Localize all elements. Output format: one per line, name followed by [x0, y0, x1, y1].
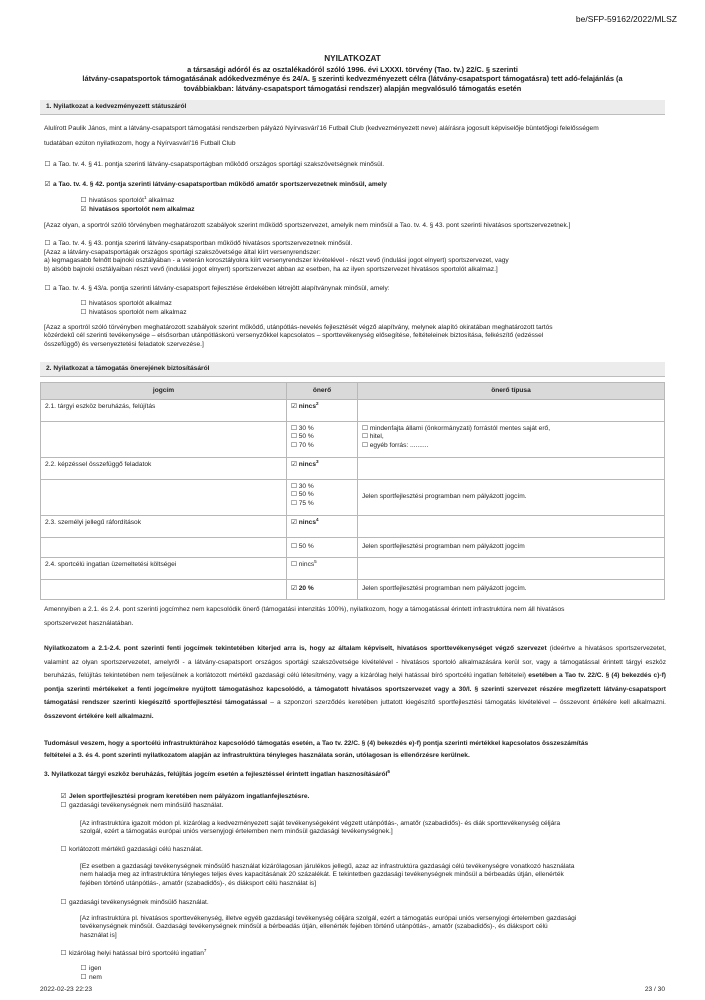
table-row	[41, 400, 665, 422]
checkbox[interactable]: ☐	[80, 309, 87, 316]
footnote-ref: 4	[316, 516, 319, 522]
type-cell	[358, 516, 665, 538]
note-line: közérdekű cél szerinti tevékenysége – elsősorban utánpótláskorú versenyzőkkel kapcsolatos – sporttevékenység elősegítése, feltételeinek biztosítása, felkészítő (edzéssel	[44, 332, 544, 340]
property-option-1[interactable]	[60, 793, 660, 801]
footnote-ref: 3	[316, 458, 319, 464]
column-header-jogcim: jogcím	[41, 383, 287, 400]
option-label: gazdasági tevékenységnek minősülő használat.	[69, 899, 209, 906]
section-3-heading	[44, 768, 664, 779]
checkbox[interactable]: ☐	[44, 240, 51, 247]
acknowledgement-line: Tudomásul veszem, hogy a sportcélú infrastruktúrához kapcsolódó támogatás esetén, a Tao tv. 22/C. § (4) bekezdés e)-f) pontja szerinti mértékkel kapcsolatos összeszámítás	[44, 740, 589, 747]
own-contribution-table	[40, 382, 665, 600]
table-header-row	[41, 383, 665, 400]
status-option-4[interactable]	[44, 285, 664, 293]
intro-line-2: tudatában ezúton nyilatkozom, hogy a Nyírvasvári'16 Futball Club	[44, 140, 236, 148]
property-option-5-sub-2[interactable]	[80, 974, 660, 982]
checkbox[interactable]: ☐	[60, 846, 67, 853]
jogcim-cell	[41, 538, 287, 558]
jogcim-cell: 2.2. képzéssel összefüggő feladatok	[41, 458, 287, 480]
checkbox[interactable]: ☑	[44, 181, 51, 188]
status-option-2-sub-1[interactable]	[80, 194, 660, 205]
nincs-label: nincs	[298, 519, 316, 526]
note-line: tevékenységnek minősül. Gazdasági tevékenységnek minősül a bérbeadás útján, ellenérték fejében történő utánpótlás-, amatőr (szabadidős)-, és diáksport célú	[80, 923, 548, 931]
checkbox[interactable]: ☐	[60, 899, 67, 906]
option-label: hivatásos sportolót alkalmaz	[89, 300, 172, 307]
declaration-title	[40, 54, 665, 94]
status-note-3	[44, 249, 664, 274]
type-cell	[358, 458, 665, 480]
option-label: hivatásos sportolót nem alkalmaz	[89, 206, 195, 213]
declaration-bold-text: esetében a Tao tv. 22/C. § (4) bekezdés c)-f) pontja szerinti mértékeket a fenti jogcímekre nyújtott támogatáshoz kapcsolódó, a támogatott hivatásos sportszervezet vagy a 30/I. § szerinti szervezet részére megfizetett látvány-csapatsport támogatási rendszer szerinti kiegészítő sportfejlesztési támogatással	[44, 672, 666, 707]
status-option-3[interactable]	[44, 240, 664, 248]
footnote-ref: 2	[316, 400, 319, 406]
status-note-2: [Azaz olyan, a sportról szóló törvényben meghatározott szabályok szerint működő sportszervezet, amelyik nem minősül a Tao. tv. 4. § 43. pont szerinti hivatásos sportszervezetnek.]	[44, 222, 571, 229]
checkbox[interactable]: ☑	[291, 519, 297, 526]
declaration-text: (ideértve a hivatásos sportszervezetet, valamint az olyan sportszervezetet, amelyről - a látvány-csapatsport országos sportági szakszövetsége kivételével - hivatásos sportoló alkalmazására kerül sor, vagy a támogatással érintett tárgyi eszköz beruházás, felújítás tekintetében nem teljesülnek a korlátozott mértékű gazdasági célú létesítmény, vagy a kizárólag helyi hatással bíró sportcélú ingatlan feltételei)	[44, 645, 666, 680]
jogcim-cell: 2.1. tárgyi eszköz beruházás, felújítás	[41, 400, 287, 422]
type-option[interactable]: ☐ mindenfajta állami (önkormányzati) forrástól mentes saját erő,	[362, 425, 551, 432]
property-option-2[interactable]	[60, 802, 660, 810]
column-header-onero: önerő	[287, 383, 358, 400]
percent-option[interactable]: ☐ 70 %	[291, 441, 314, 449]
checkbox[interactable]: ☐	[80, 965, 87, 972]
percent-option[interactable]: ☑ 20 %	[287, 580, 358, 600]
option-label: kizárólag helyi hatással bíró sportcélú ingatlan	[69, 950, 204, 957]
section-1-heading: 1. Nyilatkozat a kedvezményezett státuszáról	[40, 100, 665, 115]
option-label: hivatásos sportolót nem alkalmaz	[89, 309, 187, 316]
table-row	[41, 538, 665, 558]
onero-cell[interactable]	[287, 516, 358, 538]
option-label: nem	[89, 974, 102, 981]
type-cell	[358, 558, 665, 580]
percent-option[interactable]: ☐ 75 %	[291, 499, 314, 507]
jogcim-cell: 2.4. sportcélú ingatlan üzemeltetési költségei	[41, 558, 287, 580]
property-note-3	[80, 863, 655, 888]
property-note-4	[80, 915, 655, 940]
note-line: szolgál, ezért a támogatás európai uniós versenyjogi értelemben nem minősül gazdasági tevékenységnek.]	[80, 828, 393, 836]
jogcim-cell	[41, 480, 287, 516]
table-row	[41, 516, 665, 538]
status-option-4-sub-1[interactable]	[80, 300, 660, 308]
percent-option[interactable]: ☐ 50 %	[287, 538, 358, 558]
option-label: a Tao. tv. 4. § 43/a. pontja szerinti látvány-csapatsport fejlesztése érdekében létrejött alapítványnak minősül, amely:	[53, 285, 390, 292]
note-line: [Ez esetben a gazdasági tevékenységnek minősülő használat kizárólagosan járulékos jellegű, azaz az infrastruktúra gazdasági célú tevékenységre vonatkozó használata	[80, 863, 575, 870]
checkbox[interactable]: ☐	[80, 974, 87, 981]
checkbox[interactable]: ☐	[60, 802, 67, 809]
section-2-heading: 2. Nyilatkozat a támogatás önerejének biztosításáról	[40, 362, 665, 377]
table-row	[41, 480, 665, 516]
option-label: hivatásos sportolót	[89, 197, 144, 204]
nincs-label: nincs	[298, 561, 315, 568]
option-label: igen	[89, 965, 102, 972]
footnote-ref: 6	[387, 768, 390, 774]
type-options[interactable]	[358, 422, 665, 458]
title-main: NYILATKOZAT	[324, 54, 381, 63]
checkbox[interactable]: ☐	[80, 197, 87, 204]
checkbox[interactable]: ☑	[291, 403, 297, 410]
table-row	[41, 458, 665, 480]
option-label: a Tao. tv. 4. § 41. pontja szerinti látvány-csapatsportágban működő országos sportági szakszövetségnek minősül.	[53, 161, 385, 168]
option-label: Jelen sportfejlesztési program keretében nem pályázom ingatlanfejlesztésre.	[69, 793, 310, 800]
note-line: [Az infrastruktúra pl. hivatásos sporttevékenység, illetve egyéb gazdasági tevékenység céljára szolgál, ezért a támogatás európai uniós versenyjogi értelemben gazdasági	[80, 915, 577, 922]
note-line: a) legmagasabb felnőtt bajnoki osztályában - a veterán korosztályokra kiírt versenyrendszer kivételével - részt vevő (indulási jogot elnyert) sportszervezet, vagy	[44, 257, 509, 265]
checkbox[interactable]: ☑	[80, 206, 87, 213]
percent-options[interactable]	[287, 422, 358, 458]
option-label-tail: alkalmaz	[146, 197, 175, 204]
note-line: összefüggő) és versenyeztetési feladatok szervezése.]	[44, 340, 204, 348]
property-option-5[interactable]	[60, 947, 660, 958]
note-line: nem haladja meg az infrastruktúra tényleges teljes éves kapacitásának 20 százalékát. E tekintetben gazdasági tevékenységnek minősül a bérbeadás útján, ellenérték	[80, 871, 564, 879]
nincs-label: nincs	[298, 403, 316, 410]
type-option[interactable]: ☐ hitel,	[362, 433, 384, 441]
footnote-ref: 1	[143, 194, 147, 200]
property-option-5-sub-1[interactable]	[80, 965, 660, 973]
table-row	[41, 422, 665, 458]
property-note-2	[80, 820, 655, 837]
note-line: fejében történő utánpótlás-, amatőr (szabadidős)-, és diáksport célú használat is]	[80, 879, 317, 887]
status-option-1[interactable]	[44, 161, 664, 169]
onero-cell[interactable]	[287, 458, 358, 480]
declaration-paragraph	[44, 642, 666, 723]
section-1-intro	[44, 125, 664, 149]
infrastructure-statement	[44, 603, 666, 630]
type-cell	[358, 400, 665, 422]
percent-option[interactable]: ☐ 50 %	[291, 433, 314, 441]
jogcim-cell	[41, 580, 287, 600]
jogcim-cell	[41, 422, 287, 458]
jogcim-cell: 2.3. személyi jellegű ráfordítások	[41, 516, 287, 538]
percent-options[interactable]	[287, 480, 358, 516]
statement-line: Amennyiben a 2.1. és 2.4. pont szerinti jogcímhez nem kapcsolódik önerő (támogatási intenzitás 100%), nyilatkozom, hogy a támogatással érintett infrastruktúra nem áll hivatásos	[44, 606, 565, 613]
type-cell: Jelen sportfejlesztési programban nem pályázott jogcím.	[358, 580, 665, 600]
property-option-3[interactable]	[60, 846, 660, 854]
acknowledgement-line: feltételei a 3. és 4. pont szerinti nyilatkozatom alapján az infrastruktúra tényleges használata során, utólagosan is ellenőrzésre kerülnek.	[44, 751, 470, 759]
onero-cell[interactable]	[287, 558, 358, 580]
footnote-ref: 5	[314, 558, 317, 564]
intro-line-1: Alulírott Paulik János, mint a látvány-csapatsport támogatási rendszerben pályázó Nyírvasvári'16 Futball Club (kedvezményezett neve) aláírásra jogosult képviselője büntetőjogi felelősségem	[44, 125, 599, 132]
note-line: [Azaz a sportról szóló törvényben meghatározott szabályok szerint működő, utánpótlás-nevelés fejlesztését végző alapítvány, melynek alapító okiratában meghatározott tartós	[44, 324, 553, 331]
checkbox[interactable]: ☑	[60, 793, 67, 800]
note-line: [Az infrastruktúra igazolt módon pl. kizárólag a kedvezményezett saját tevékenységeként végzett utánpótlás-, amatőr (szabadidős)- és diák sporttevékenység céljára	[80, 820, 561, 827]
note-line: használat is]	[80, 931, 117, 939]
title-line-2: látvány-csapatsportok támogatásának adókedvezménye és 24/A. § szerinti kedvezményezett célra (látvány-csapatsport támogatásra) tett adó-felajánlás (a	[82, 74, 623, 84]
note-line: b) alsóbb bajnoki osztályaiban részt vevő (indulási jogot elnyert) sportszervezet abban az esetben, ha az ilyen sportszervezet hivatásos sportolót alkalmaz.]	[44, 265, 498, 273]
table-row	[41, 558, 665, 580]
type-option[interactable]: ☐ egyéb forrás: ..........	[362, 441, 429, 449]
status-option-4-sub-2[interactable]	[80, 309, 660, 317]
declaration-bold-text: Nyilatkozatom a 2.1-2.4. pont szerinti fenti jogcímek tekintetében kiterjed arra is, hogy az általam képviselt, hivatásos sporttevékenységet végző szervezet	[44, 645, 547, 652]
percent-option[interactable]: ☐ 30 %	[291, 483, 314, 490]
status-note-4	[44, 324, 664, 349]
option-label: a Tao. tv. 4. § 43. pontja szerinti látvány-csapatsportban működő hivatásos sportszervezetnek minősül.	[53, 240, 353, 247]
footnote-ref: 7	[203, 947, 207, 953]
nincs-label: nincs	[298, 461, 316, 468]
footer-page-number: 23 / 30	[644, 986, 665, 993]
option-label: a Tao. tv. 4. § 42. pontja szerinti látvány-csapatsportban működő amatőr sportszervezetnek minősül, amely	[53, 181, 387, 188]
document-reference: be/SFP-59162/2022/MLSZ	[575, 14, 677, 24]
acknowledgement-paragraph	[44, 738, 664, 762]
type-cell: Jelen sportfejlesztési programban nem pályázott jogcím.	[358, 480, 665, 516]
title-line-3: továbbiakban: látvány-csapatsport támogatási rendszer) alapján megvalósuló támogatás esetén	[183, 83, 522, 93]
statement-line: sportszervezet használatában.	[44, 619, 134, 627]
footer-datetime: 2022-02-23 22:23	[40, 986, 93, 993]
option-label: korlátozott mértékű gazdasági célú használat.	[69, 846, 203, 853]
checkbox[interactable]: ☐	[60, 950, 67, 957]
onero-cell[interactable]	[287, 400, 358, 422]
checkbox[interactable]: ☐	[291, 561, 297, 568]
checkbox[interactable]: ☐	[80, 300, 87, 307]
checkbox[interactable]: ☐	[44, 285, 51, 292]
property-option-4[interactable]	[60, 899, 660, 907]
table-row	[41, 580, 665, 600]
option-label: gazdasági tevékenységnek nem minősülő használat.	[69, 802, 224, 809]
column-header-onero-tipusa: önerő típusa	[358, 383, 665, 400]
declaration-bold-text: összevont értékére kell alkalmazni.	[44, 712, 154, 720]
type-cell: Jelen sportfejlesztési programban nem pályázott jogcím	[358, 538, 665, 558]
declaration-text: – a szponzori szerződés keretében juttatott kiegészítő sportfejlesztési támogatás kivételével – összevont értékére kell alkalmazni.	[267, 699, 666, 707]
status-option-2-sub-2[interactable]	[80, 206, 660, 214]
status-option-2[interactable]	[44, 181, 664, 189]
checkbox[interactable]: ☐	[44, 161, 51, 168]
percent-option[interactable]: ☐ 30 %	[291, 425, 314, 432]
checkbox[interactable]: ☑	[291, 461, 297, 468]
title-line-1: a társasági adóról és az osztalékadóról szóló 1996. évi LXXXI. törvény (Tao. tv.) 22/C. § szerinti	[187, 64, 518, 74]
section-3-heading-text: 3. Nyilatkozat tárgyi eszköz beruházás, felújítás jogcím esetén a fejlesztéssel érintett ingatlan hasznosításáról	[44, 771, 388, 778]
note-line: [Azaz a látvány-csapatsportágak országos sportági szakszövetsége által kiírt versenyrendszer:	[44, 249, 321, 256]
percent-option[interactable]: ☐ 50 %	[291, 491, 314, 499]
